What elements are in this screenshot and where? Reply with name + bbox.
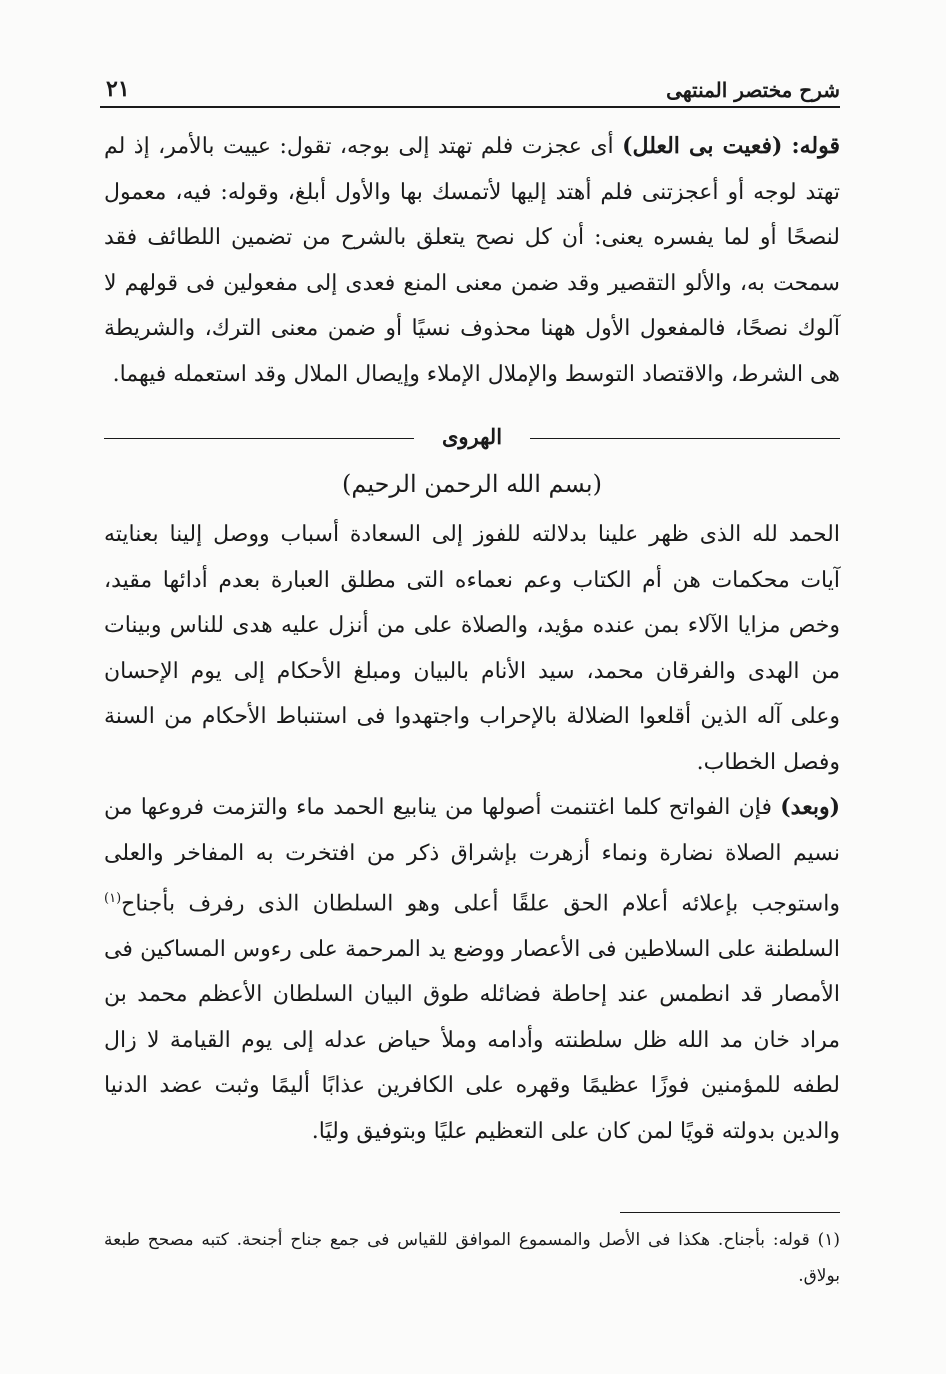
basmala-heading: (بسم الله الرحمن الرحيم) <box>342 470 602 498</box>
section-author: الهروى <box>441 424 503 449</box>
section-separator <box>104 420 840 456</box>
page-number: ٢١ <box>106 76 130 102</box>
page-header <box>100 70 840 108</box>
second-paragraph <box>104 785 840 1154</box>
footnote-text: (١) قوله: بأجناح. هكذا فى الأصل والمسموع الموافق للقياس فى جمع جناح أجنحة. كتبه مصحح طبعة بولاق. <box>104 1230 840 1286</box>
commentary-paragraph <box>104 124 840 397</box>
footnote-reference: (١) <box>104 891 122 906</box>
commentary-block <box>104 124 840 397</box>
running-title: شرح مختصر المنتهى <box>666 78 840 102</box>
second-paragraph-text-2: السلطنة على السلاطين فى الأعصار ووضع يد المرحمة على رءوس المساكين فى الأمصار قد انطمس عند إحاطة فضائله طوق البيان السلطان الأعظم محمد بن مراد خان مد الله ظل سلطنته وأدامه وملأ حياض عدله إلى يوم القيامة لا زال لطفه للمؤمنين فوزًا عظيمًا وقهره على الكافرين عذابًا أليمًا وثبت عضد الدنيا والدين بدولته قويًا لمن كان على التعظيم عليًا وبتوفيق وليًا. <box>104 936 840 1144</box>
commentary-label: قوله: (فعيت بى العلل) <box>622 133 840 159</box>
wa-bad-label: (وبعد) <box>780 794 840 820</box>
main-text <box>104 512 840 1154</box>
footnote-rule <box>620 1212 840 1213</box>
commentary-text: أى عجزت فلم تهتد إلى بوجه، تقول: عييت بالأمر، إذ لم تهتد لوجه أو أعجزتنى فلم أهتد إليها لأتمسك بها والأول أبلغ، وقوله: فيه، معمول لنصحًا أو لما يفسره يعنى: أن كل نصح يتعلق بالشرح من تضمين اللطائف فقد سمحت به، والألو التقصير وقد ضمن معنى المنع فعدى إلى مفعولين فى قولهم لا آلوك نصحًا، فالمفعول الأول ههنا محذوف نسيًا أو ضمن معنى الترك، والشريطة هى الشرط، والاقتصاد التوسط والإملال الإملاء وإيصال الملال وقد استعمله فيهما. <box>104 134 840 387</box>
footnote-block <box>104 1222 840 1294</box>
separator-line-right <box>530 438 840 439</box>
second-paragraph-text-1: فإن الفواتح كلما اغتنمت أصولها من ينابيع الحمد ماء والتزمت فروعها من نسيم الصلاة نضارة ونماء أزهرت بإشراق ذكر من افتخرت به المفاخر والعلى واستوجب بإعلائه أعلام الحق علقًا أعلى وهو السلطان الذى رفرف بأجناح <box>104 795 840 917</box>
opening-paragraph: الحمد لله الذى ظهر علينا بدلالته للفوز إلى السعادة أسباب ووصل إلينا بعنايته آيات محكمات هن أم الكتاب وعم نعماءه التى مطلق العبارة بعدم أدائها مقيد، وخص مزايا الآلاء بمن عنده مؤيد، والصلاة على من أنزل عليه هدى للناس وبينات من الهدى والفرقان محمد، سيد الأنام بالبيان ومبلغ الأحكام إلى يوم الإحسان وعلى آله الذين أقلعوا الضلالة بالإحراب واجتهدوا فى استنباط الأحكام من السنة وفصل الخطاب. <box>104 522 840 775</box>
